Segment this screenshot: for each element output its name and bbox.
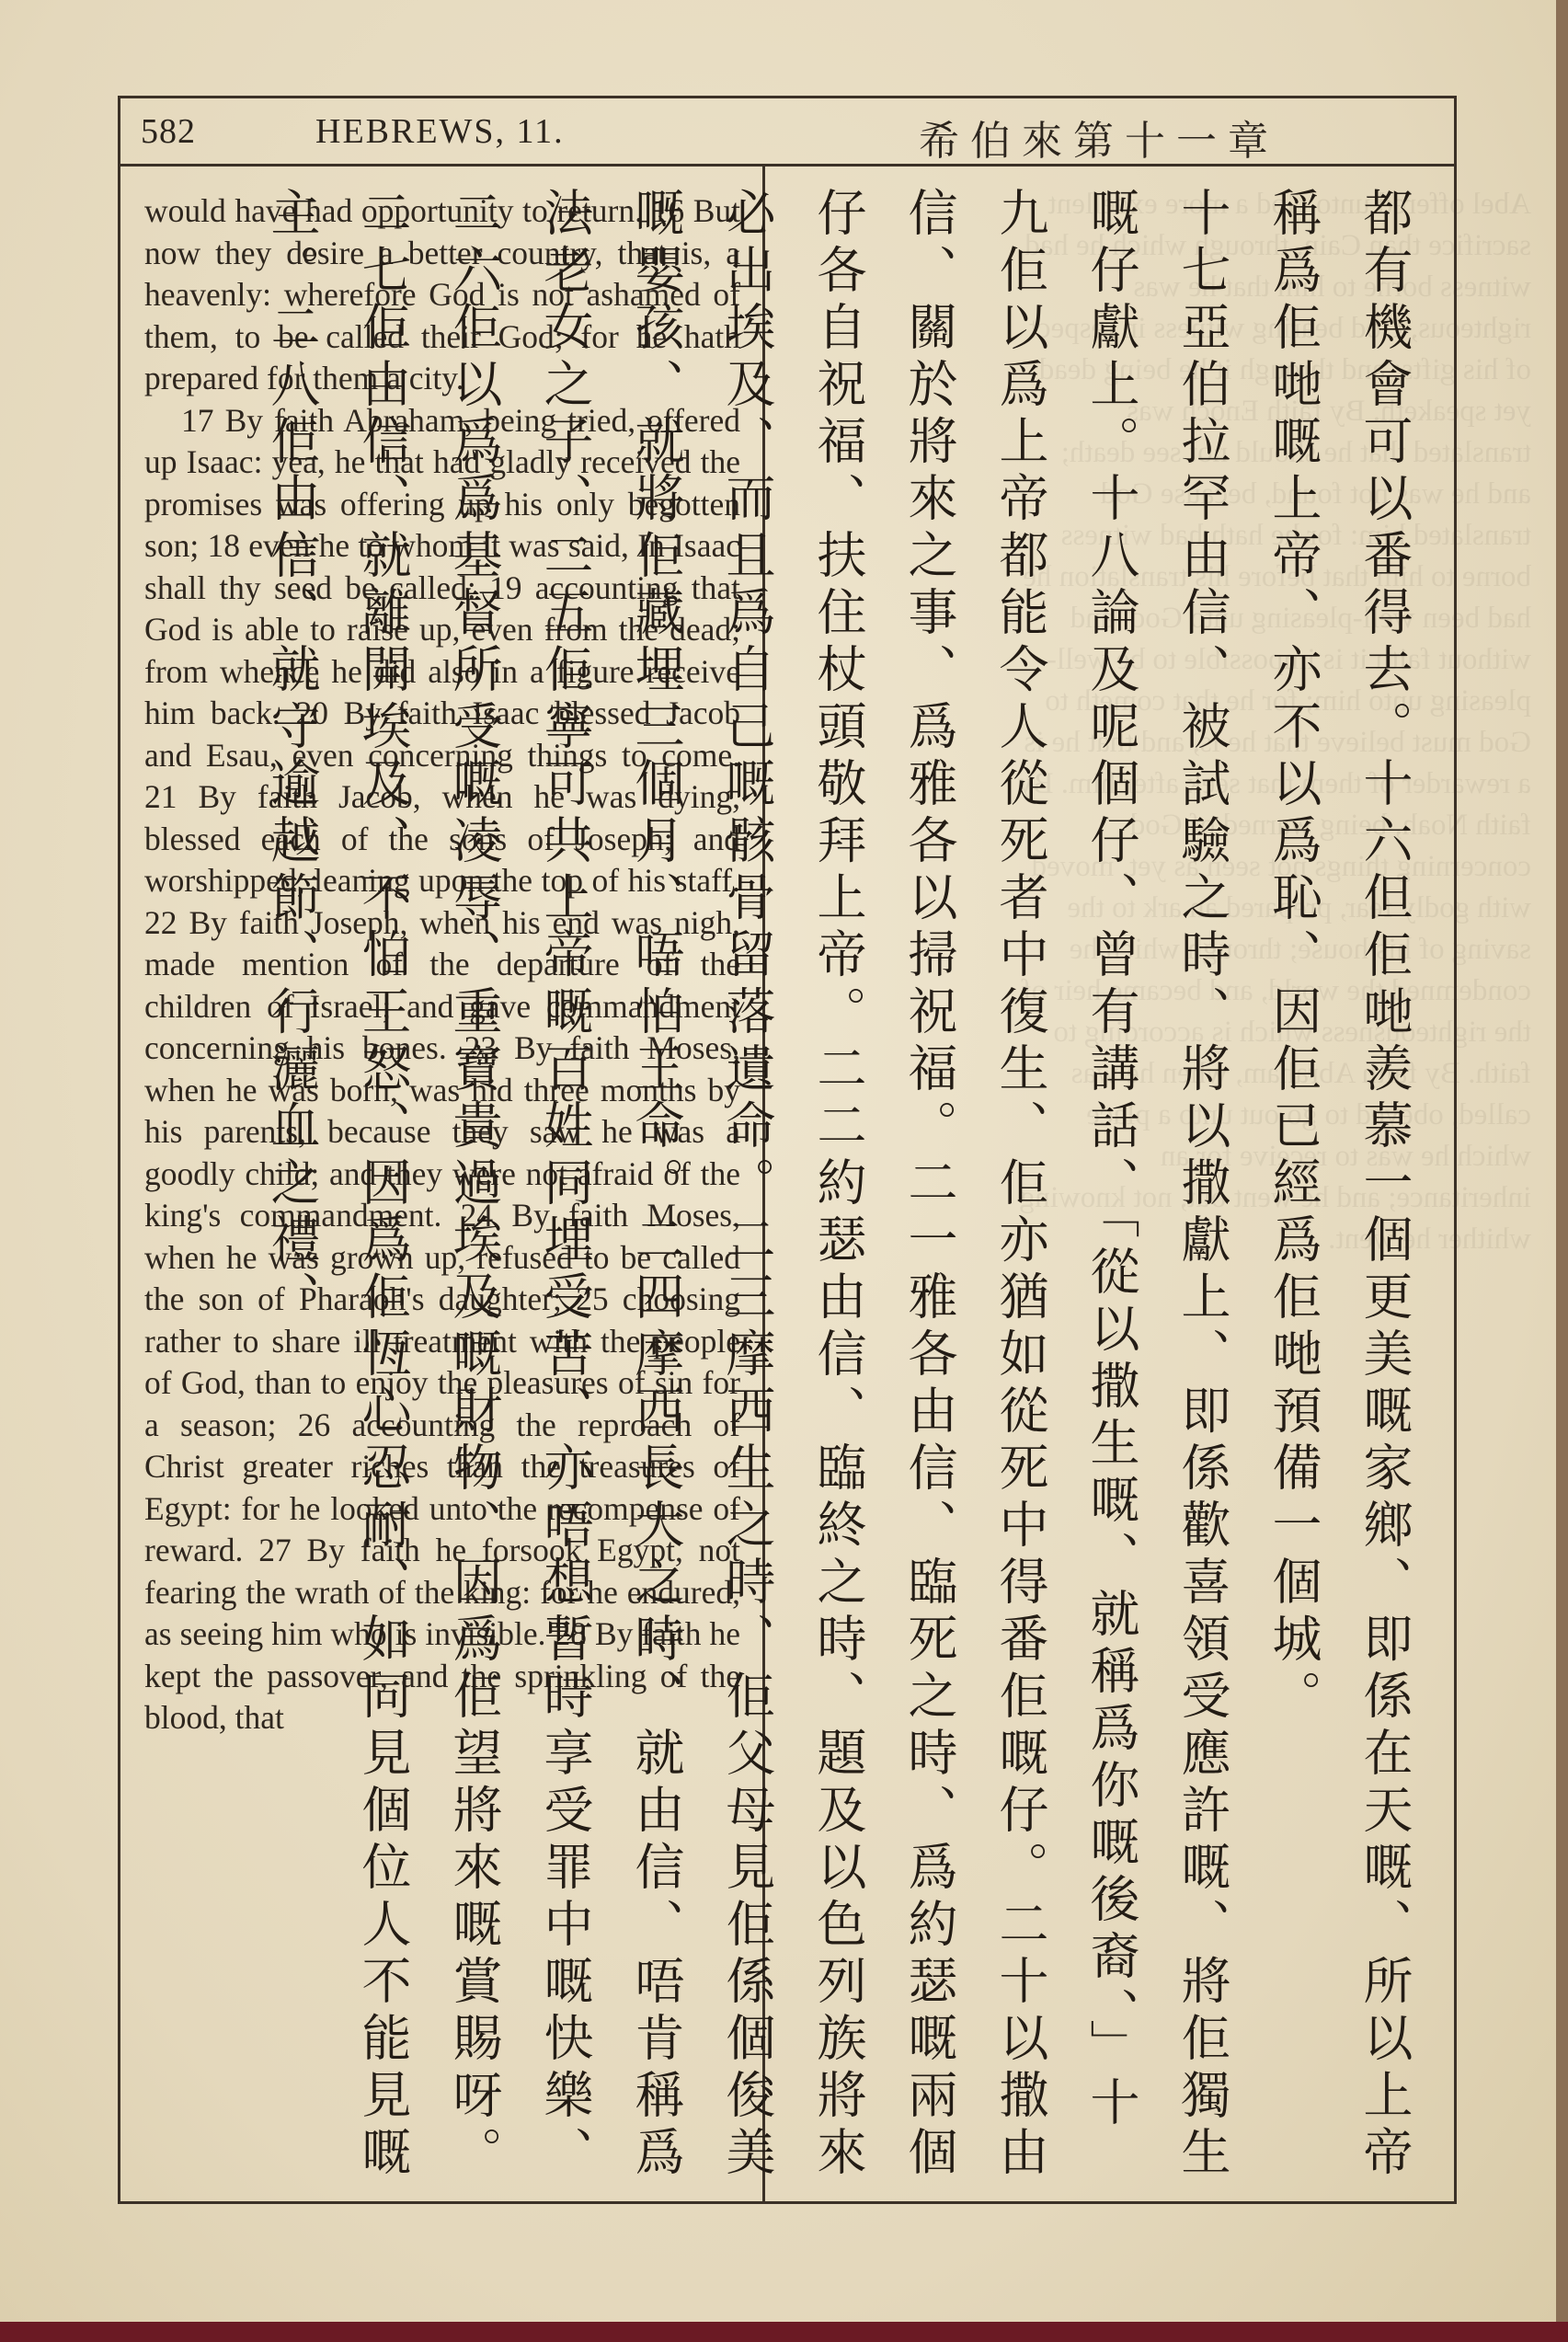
- book-edge-right: [1556, 0, 1568, 2342]
- chinese-chapter-title: 希伯來第十一章: [919, 118, 1279, 165]
- chinese-paragraph-1: 都有機會可以番得去。十六但佢哋羨慕一個更美嘅家鄉、即係在天嘅、所以上帝稱爲佢哋嘅上帝、亦不以爲恥、因佢已經爲佢哋預備一個城。: [1265, 187, 1413, 2183]
- book-cover-bottom: [0, 2322, 1568, 2342]
- book-chapter-title: HEBREWS, 11.: [315, 112, 565, 151]
- english-paragraph-2: 17 By faith Abraham, being tried, offered up Isaac: yea, he that had gladly received the promises was offering up his only begotten son; 18 even he to whom it was said, In Isaac shall thy seed be called: 19 accounting that God is able to raise up, even from the dead; from whence he did also in a figure receive him back. 20 By faith Isaac blessed Jacob and Esau, even concerning things to come. 21 By faith Jacob, when he was dying, blessed each of the sons of Joseph; and worshipped, leaning upon the top of his staff. 22 By faith Joseph, when his end was nigh, made mention of the departure of the children of Israel; and gave commandment concerning his bones. 23 By faith Moses, when he was born, was hid three months by his parents, because they saw he was a goodly child; and they were not afraid of the king's commandment. 24 By faith Moses, when he was grown up, refused to be called the son of Pharaoh's daughter; 25 choosing rather to share ill treatment with the people of God, than to enjoy the pleasures of sin for a season; 26 accounting the reproach of Christ greater riches than the treasures of Egypt: for he looked unto the recompense of reward. 27 By faith he forsook Egypt, not fearing the wrath of the king: for he endured, as seeing him who is invisible. 28 By faith he kept the passover, and the sprinkling of the blood, that: [144, 401, 740, 1736]
- chinese-paragraph-2: 十七亞伯拉罕由信、被試驗之時、將以撒獻上、即係歡喜領受應許嘅、將佢獨生嘅仔獻上。十八論及呢個仔、曾有講話、「從以撒生嘅、就稱爲你嘅後裔、」十九佢以爲上帝都能令人從死者中復生、佢亦猶如從死中得番佢嘅仔。二十以撒由信、關於將來之事、爲雅各以掃祝福。二一雅各由信、臨死之時、爲約瑟嘅兩個仔各自祝福、扶住杖頭敬拜上帝。二二約瑟由信、臨終之時、題及以色列族將來必出埃及、而且爲自己嘅骸骨留落遺命。二三摩西生之時、佢父母見佢係個俊美嘅嬰孩、就將佢藏埋三個月、唔怕王命。二四摩西長大之時、就由信、唔肯稱爲法老女之子、二五佢寧可共上帝嘅百姓同埋受苦、亦唔想暫時享受罪中嘅快樂、二六佢以爲爲基督所受嘅凌辱、重寶貴過埃及嘅財物、因爲佢望將來嘅賞賜呀。二七佢由信、就離開埃及、不怕王怒、因爲佢恆心忍耐、如同見個位人不能見嘅主。二八佢由信、就守逾越節、行灑血之禮、: [263, 187, 1231, 2183]
- english-paragraph-1: would have had opportunity to return. 16 But now they desire a better country, that is, a heavenly: wherefore God is not ashamed of them, to be called their God; for he hath prepared for them a city.: [144, 192, 740, 396]
- page-number: 582: [141, 112, 196, 151]
- running-header: [120, 98, 1454, 166]
- page-frame: [118, 96, 1457, 2204]
